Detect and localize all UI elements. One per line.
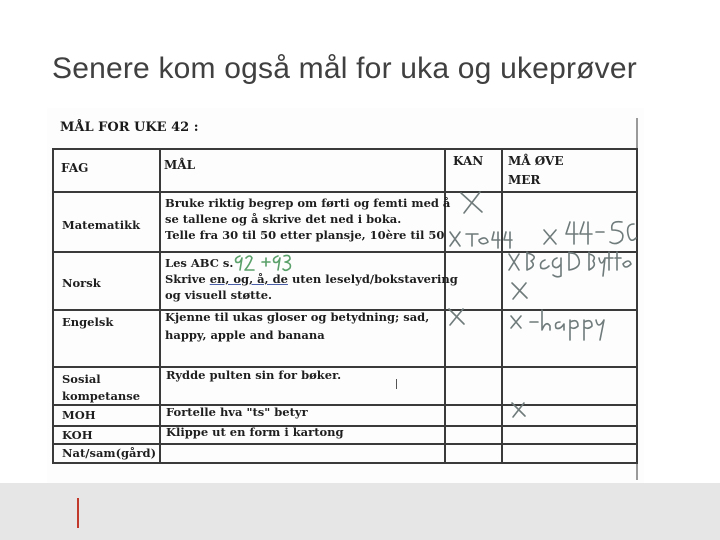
table-rule <box>636 148 638 463</box>
subject-engelsk: Engelsk <box>62 315 114 329</box>
handwritten-check-mark <box>509 280 531 302</box>
table-rule <box>52 443 638 445</box>
handwritten-note-math-mer <box>540 218 636 250</box>
goal-line <box>165 272 458 287</box>
column-header-ma-ove-mer: MÅ ØVE MER <box>508 154 564 187</box>
handwritten-note-math-kan <box>448 226 520 250</box>
handwritten-note-engelsk-mer <box>508 308 608 342</box>
table-rule <box>159 148 161 463</box>
goal-line: Bruke riktig begrep om førti og femti med å <box>165 196 451 210</box>
subject-matematikk: Matematikk <box>62 218 141 232</box>
footer-bar <box>0 483 720 540</box>
table-rule <box>52 404 638 406</box>
table-rule <box>52 366 638 368</box>
column-header-fag: FAG <box>61 161 89 175</box>
subject-sosial-kompetanse: kompetanse <box>62 389 141 403</box>
goal-line: se tallene og å skrive det ned i boka. <box>165 212 402 226</box>
footer-accent-line <box>77 498 79 528</box>
handwritten-page-numbers <box>232 252 294 274</box>
goal-line: Rydde pulten sin for bøker. <box>166 368 342 382</box>
table-rule <box>52 148 54 463</box>
stray-mark <box>396 379 397 389</box>
goal-line: happy, apple and banana <box>165 328 325 342</box>
goal-line: Klippe ut en form i kartong <box>166 425 344 439</box>
subject-nat-sam: Nat/sam(gård) <box>62 446 157 460</box>
goal-text: Skrive <box>165 272 210 286</box>
underlined-words: en, og, å, de <box>209 272 288 286</box>
goal-line: Kjenne til ukas gloser og betydning; sad, <box>165 310 430 324</box>
table-rule <box>52 191 638 193</box>
goal-line: Les ABC s. <box>165 256 234 270</box>
goal-text: uten leselyd/bokstavering <box>287 272 458 286</box>
column-header-kan: KAN <box>453 154 484 168</box>
subject-norsk: Norsk <box>62 276 101 290</box>
handwritten-note-norsk-mer <box>505 248 637 278</box>
goal-line: Fortelle hva "ts" betyr <box>166 405 308 419</box>
table-rule <box>52 462 638 464</box>
goal-line: Telle fra 30 til 50 etter plansje, 10ère til 50 <box>165 228 445 242</box>
handwritten-check-mark <box>509 400 529 420</box>
document-heading: MÅL FOR UKE 42 : <box>60 120 199 135</box>
handwritten-check-mark <box>446 306 468 328</box>
table-rule <box>501 148 503 463</box>
slide-title: Senere kom også mål for uka og ukeprøver <box>52 52 637 85</box>
table-rule <box>52 148 638 150</box>
subject-koh: KOH <box>62 428 93 442</box>
column-header-mal: MÅL <box>164 158 196 172</box>
subject-sosial-kompetanse: Sosial <box>62 372 101 386</box>
table-rule <box>52 425 638 427</box>
subject-moh: MOH <box>62 408 96 422</box>
handwritten-check-mark <box>458 190 486 216</box>
goal-line: og visuell støtte. <box>165 288 273 302</box>
